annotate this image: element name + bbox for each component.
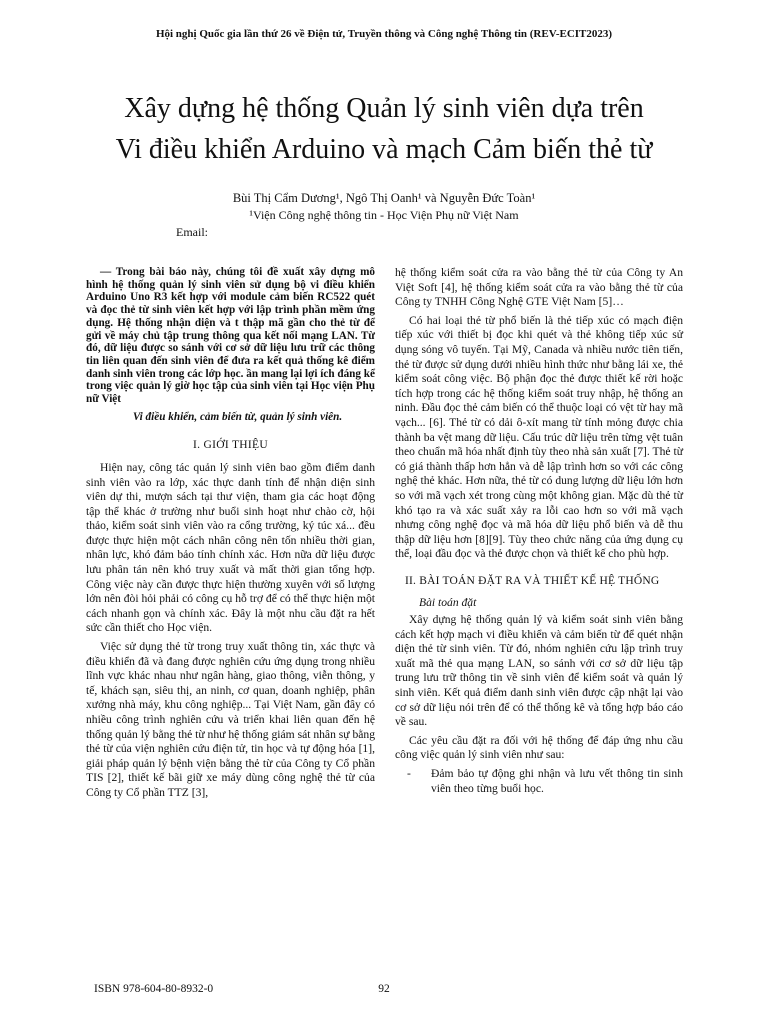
list-item [395, 767, 683, 796]
bullet-text: Đảm bảo tự động ghi nhận và lưu vết thông tin sinh viên theo từng buổi học. [431, 767, 683, 795]
isbn: ISBN 978-604-80-8932-0 [94, 983, 214, 995]
keywords: Vi điều khiển, cảm biến từ, quản lý sinh viên. [132, 410, 343, 423]
paragraph-requirements: Các yêu cầu đặt ra đối với hệ thống để đáp ứng nhu cầu công việc quản lý sinh viên như sau: [395, 733, 683, 762]
paragraph-continued: hệ thống kiểm soát cửa ra vào bằng thẻ từ của Công ty An Việt Soft [4], hệ thống kiểm soát cửa ra vào bằng thẻ từ của Công ty TNHH Công Nghệ GTE Việt Nam [5]… [395, 266, 683, 309]
paragraph-intro-2: Việc sử dụng thẻ từ trong truy xuất thông tin, xác thực và điều khiển đã và đang được nghiên cứu ứng dụng trong nhiều lĩnh vực khác nhau như ngân hàng, giao thông, viễn thông, y tế, khách sạn, siêu thị, an ninh, cơ quan, doanh nghiệp, phân xưởng nhà máy, khu công nghiệp... Tại Việt Nam, gần đây có nhiều công trình nghiên cứu và triển khai liên quan đến hệ thống quản lý bằng thẻ từ như hệ thống giám sát nhân sự bằng thẻ từ của viện nghiên cứu điện tử, tin học và tự động hóa [1], giải pháp quản lý bệnh viện bằng thẻ từ của Công ty Cổ phần TIS [2], thiết kế bãi giữ xe máy dùng công nghệ thẻ từ của Công ty Cổ phần TTZ [3], [86, 640, 376, 799]
page-number: 92 [378, 983, 390, 995]
left-column [86, 266, 375, 805]
conference-header: Hội nghị Quốc gia lần thứ 26 về Điện tử, Truyền thông và Công nghệ Thông tin (REV-ECIT2023) [155, 28, 613, 40]
email-label: Email: [176, 225, 208, 239]
right-column [395, 266, 683, 796]
authors: Bùi Thị Cẩm Dương¹, Ngô Thị Oanh¹ và Nguyễn Đức Toàn¹ [232, 191, 536, 205]
paragraph-card-types: Có hai loại thẻ từ phổ biến là thẻ tiếp xúc có mạch điện tiếp xúc với thiết bị đọc khi quét và thẻ không tiếp xúc sử dụng sóng vô tuyến. Tại Mỹ, Canada và nhiều nước tiên tiến, thẻ từ được sử dụng dưới nhiều hình thức như bằng lái xe, thẻ kiểm soát công việc. Bộ phận đọc thẻ được thiết kế rời hoặc tích hợp trong các hệ thống kiểm soát truy nhập, hệ thống an ninh. Đầu đọc thẻ cảm biến có thể thuộc loại có vệt từ hay mã vạch... [6]. Thẻ từ có dải ô-xít mang từ tính mỏng được chia thành ba vệt mang dữ liệu. Cấu trúc dữ liệu trên từng vệt tuân theo chuẩn mã hóa nhất định tùy theo nhà sản xuất [7]. Thẻ từ có giá thành thấp hơn hẳn và dễ lập trình hơn so với các công nghệ thẻ khác. Hơn nữa, thẻ từ có dung lượng dữ liệu lớn hơn so với mã vạch xét trong cùng một không gian. Mặc dù thẻ từ khó tạo ra và xác suất xảy ra lỗi cao hơn so với mã vạch nhưng công nghệ đọc và mã hóa dữ liệu phổ biến và dễ thu thập dữ liệu hơn [8][9]. Tùy theo chức năng của ứng dụng cụ thể, loại đầu đọc và thẻ được chọn và thiết kế cho phù hợp. [395, 313, 683, 561]
paragraph-intro-1: Hiện nay, công tác quản lý sinh viên bao gồm điểm danh sinh viên vào ra lớp, xác thực danh tính để nhận diện sinh viên dự thi, mượn sách tại thư viện, tham gia các hoạt động tập thể khác ở trường như buổi sinh hoạt như chào cờ, hội thảo, kiểm soát sinh viên vào ra cổng trường, ký túc xá... đều được thực hiện một cách nhân công nên tốn nhiều thời gian, nhân lực, khó đảm bảo tính chính xác. Hơn nữa dữ liệu được lưu phân tán nên khó truy xuất và mất thời gian tổng hợp. Công việc này cần được thực hiện thường xuyên với số lượng lớn nên đòi hỏi phải có công cụ hỗ trợ để có thể thực hiện một cách nhanh gọn và chính xác. Đây là một nhu cầu đặt ra hết sức cần thiết cho Học viện. [86, 460, 375, 635]
bullet-dash: - [407, 767, 411, 780]
section-2-heading: II. BÀI TOÁN ĐẶT RA VÀ THIẾT KẾ HỆ THỐNG [405, 574, 660, 587]
affiliation: ¹Viện Công nghệ thông tin - Học Viện Phụ nữ Việt Nam [249, 208, 519, 222]
title-line-1: Xây dựng hệ thống Quản lý sinh viên dựa trên [124, 93, 644, 124]
title-line-2: Vi điều khiển Arduino và mạch Cảm biến thẻ từ [115, 134, 653, 165]
section-1-heading: I. GIỚI THIỆU [193, 439, 268, 452]
paragraph-problem: Xây dựng hệ thống quản lý và kiểm soát sinh viên bằng cách kết hợp mạch vi điều khiển và cảm biến từ để quét nhận diện thẻ từ sinh viên. Từ đó, nhóm nghiên cứu lập trình truy xuất mã thẻ qua mạng LAN, so sánh với cơ sở dữ liệu tập trung lưu trữ thông tin về sinh viên để kiểm soát và quản lý sinh viên. Kết quả điểm danh sinh viên được cập nhật lại vào cơ sở dữ liệu nói trên để có thể thống kê và tổng hợp báo cáo về sau. [395, 613, 683, 729]
abstract: — Trong bài báo này, chúng tôi đề xuất xây dựng mô hình hệ thống quản lý sinh viên sử dụng bộ vi điều khiển Arduino Uno R3 kết hợp với module cảm biến RC522 quét và đọc thẻ từ sinh viên kết hợp với lập trình phần mềm ứng dụng. Hệ thống nhận diện và t thập mã gần cho thẻ từ để gửi về máy chủ tập trung thông qua kết nối mạng LAN. Từ đó, dữ liệu được so sánh với cơ sở dữ liệu lưu trữ các thông tin liên quan đến sinh viên để đưa ra kết quả thống kê điểm danh sinh viên trong các lớp học. ần mang lại lợi ích đáng kể trong việc quản lý giờ học tập của sinh viên tại Học viện Phụ nữ Việt [86, 266, 375, 406]
paper-title [40, 88, 728, 170]
subsection-heading: Bài toán đặt [419, 596, 477, 610]
